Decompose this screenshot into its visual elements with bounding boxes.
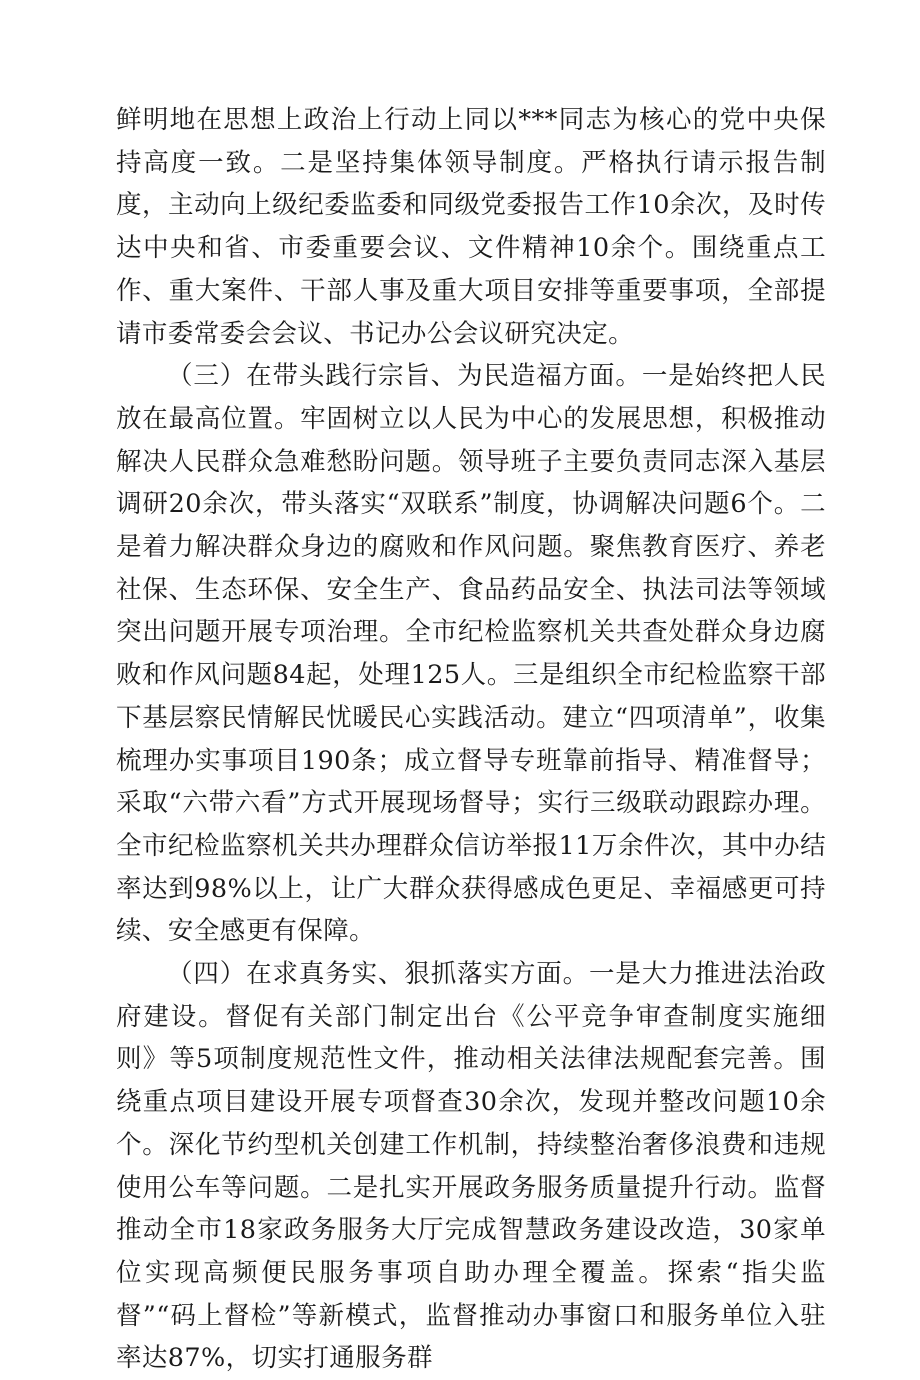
document-body xyxy=(116,99,826,1380)
paragraph-section-three: （三）在带头践行宗旨、为民造福方面。一是始终把人民放在最高位置。牢固树立以人民为中心的发展思想，积极推动解决人民群众急难愁盼问题。领导班子主要负责同志深入基层调研20余次，带头落实“双联系”制度，协调解决问题6个。二是着力解决群众身边的腐败和作风问题。聚焦教育医疗、养老社保、生态环保、安全生产、食品药品安全、执法司法等领域突出问题开展专项治理。全市纪检监察机关共查处群众身边腐败和作风问题84起，处理125人。三是组织全市纪检监察干部下基层察民情解民忧暖民心实践活动。建立“四项清单”，收集梳理办实事项目190条；成立督导专班靠前指导、精准督导；采取“六带六看”方式开展现场督导；实行三级联动跟踪办理。全市纪检监察机关共办理群众信访举报11万余件次，其中办结率达到98%以上，让广大群众获得感成色更足、幸福感更可持续、安全感更有保障。 xyxy=(116,361,826,947)
paragraph-section-four: （四）在求真务实、狠抓落实方面。一是大力推进法治政府建设。督促有关部门制定出台《公平竞争审查制度实施细则》等5项制度规范性文件，推动相关法律法规配套完善。围绕重点项目建设开展专项督查30余次，发现并整改问题10余个。深化节约型机关创建工作机制，持续整治奢侈浪费和违规使用公车等问题。二是扎实开展政务服务质量提升行动。监督推动全市18家政务服务大厅完成智慧政务建设改造，30家单位实现高频便民服务事项自助办理全覆盖。探索“指尖监督”“码上督检”等新模式，监督推动办事窗口和服务单位入驻率达87%，切实打通服务群 xyxy=(116,959,826,1374)
paragraph-continuation: 鲜明地在思想上政治上行动上同以***同志为核心的党中央保持高度一致。二是坚持集体领导制度。严格执行请示报告制度，主动向上级纪委监委和同级党委报告工作10余次，及时传达中央和省、市委重要会议、文件精神10余个。围绕重点工作、重大案件、干部人事及重大项目安排等重要事项，全部提请市委常委会会议、书记办公会议研究决定。 xyxy=(116,105,826,349)
